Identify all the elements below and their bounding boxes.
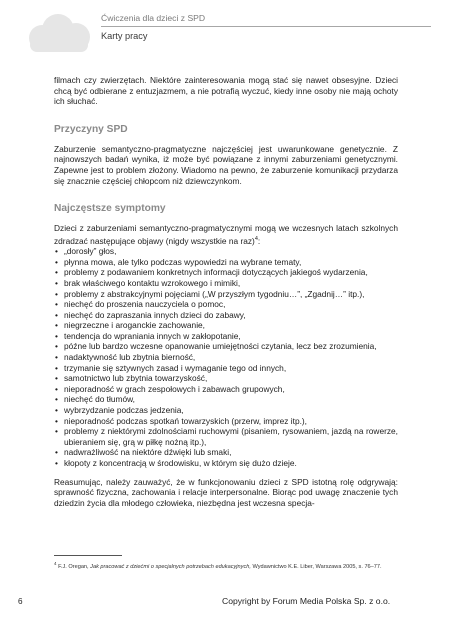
symptoms-list (54, 246, 398, 468)
list-item: • problemy z niektórymi zdolnościami ruchowymi (pisaniem, rysowaniem, jazdą na rowerze, ubieraniem się, grą w piłkę nożną itp.), (54, 426, 398, 447)
symptoms-intro-text: Dzieci z zaburzeniami semantyczno-pragmatycznymi mogą we wczesnych latach szkolnych zdradzać następujące objawy (nigdy wszystkie na raz) (54, 223, 398, 246)
intro-paragraph: filmach czy zwierzętach. Niektóre zainteresowania mogą stać się nawet obsesyjne. Dzieci chcą być odbierane z entuzjazmem, a nie potrafią wyczuć, kiedy inne osoby nie mają ochoty ich słuchać. (54, 75, 398, 107)
list-item: • kłopoty z koncentracją w środowisku, w którym się dużo dzieje. (54, 458, 398, 469)
list-item: • niechęć do tłumów, (54, 394, 398, 405)
list-item: • „dorosły” głos, (54, 246, 398, 257)
cloud-logo (20, 12, 96, 56)
list-item: • wybrzydzanie podczas jedzenia, (54, 405, 398, 416)
page-number: 6 (18, 597, 23, 606)
summary-paragraph: Reasumując, należy zauważyć, że w funkcjonowaniu dzieci z SPD istotną rolę odgrywają: sprawność fizyczna, zachowania i relacje interpersonalne. Biorąc pod uwagę znaczenie tych dziedzin życia dla młodego człowieka, niezbędna jest wczesna specja- (54, 476, 398, 508)
page-header (0, 0, 450, 72)
list-item: • trzymanie się sztywnych zasad i wymaganie tego od innych, (54, 363, 398, 374)
series-title: Ćwiczenia dla dzieci z SPD (101, 13, 206, 23)
symptoms-heading: Najczęstsze symptomy (54, 203, 166, 215)
footnote-ref: 4 (254, 235, 258, 242)
list-item: • problemy z abstrakcyjnymi pojęciami („W przyszłym tygodniu…”, „Zgadnij…” itp.), (54, 289, 398, 300)
footnote (54, 560, 398, 571)
causes-heading: Przyczyny SPD (54, 123, 128, 135)
list-item: • niechęć do proszenia nauczyciela o pomoc, (54, 299, 398, 310)
header-text (101, 12, 431, 42)
list-item: • nieporadność podczas spotkań towarzyskich (przerw, imprez itp.), (54, 416, 398, 427)
list-item: • tendencja do wpraniania innych w zakłopotanie, (54, 331, 398, 342)
section-subtitle: Karty pracy (101, 31, 148, 41)
page-content (54, 75, 398, 508)
symptoms-intro-end: : (257, 235, 261, 246)
list-item: • nadwrażliwość na niektóre dźwięki lub smaki, (54, 447, 398, 458)
footnote-publisher: Wydawnictwo K.E. Liber, Warszawa 2005, s. 76–77. (252, 563, 382, 570)
footnote-title: Jak pracować z dziećmi o specjalnych potrzebach edukacyjnych, (90, 563, 251, 570)
footnote-author: F.J. Oregan, (58, 563, 89, 570)
list-item: • niegrzeczne i aroganckie zachowanie, (54, 320, 398, 331)
list-item: • nadaktywność lub zbytnia bierność, (54, 352, 398, 363)
list-item: • problemy z podawaniem konkretnych informacji dotyczących jakiegoś wydarzenia, (54, 267, 398, 278)
list-item: • samotnictwo lub zbytnia towarzyskość, (54, 373, 398, 384)
list-item: • niechęć do zapraszania innych dzieci do zabawy, (54, 310, 398, 321)
header-divider (101, 26, 431, 27)
footnote-marker: 4 (54, 561, 57, 566)
copyright-text: Copyright by Forum Media Polska Sp. z o.o. (222, 596, 391, 606)
footnote-divider (54, 555, 122, 556)
list-item: • nieporadność w grach zespołowych i zabawach grupowych, (54, 384, 398, 395)
causes-paragraph: Zaburzenie semantyczno-pragmatyczne najczęściej jest uwarunkowane genetycznie. Z najnowszych badań wynika, iż może być powiązane z innymi zaburzeniami genetycznymi. Zapewne jest to problem złożony. Wiadomo na pewno, że zaburzenie komunikacji przydarza się znacznie częściej chłopcom niż dziewczynkom. (54, 143, 398, 186)
symptoms-intro (54, 223, 398, 246)
list-item: • brak właściwego kontaktu wzrokowego i mimiki, (54, 278, 398, 289)
list-item: • płynna mowa, ale tylko podczas wypowiedzi na wybrane tematy, (54, 257, 398, 268)
list-item: • późne lub bardzo wczesne opanowanie umiejętności czytania, lecz bez zrozumienia, (54, 341, 398, 352)
